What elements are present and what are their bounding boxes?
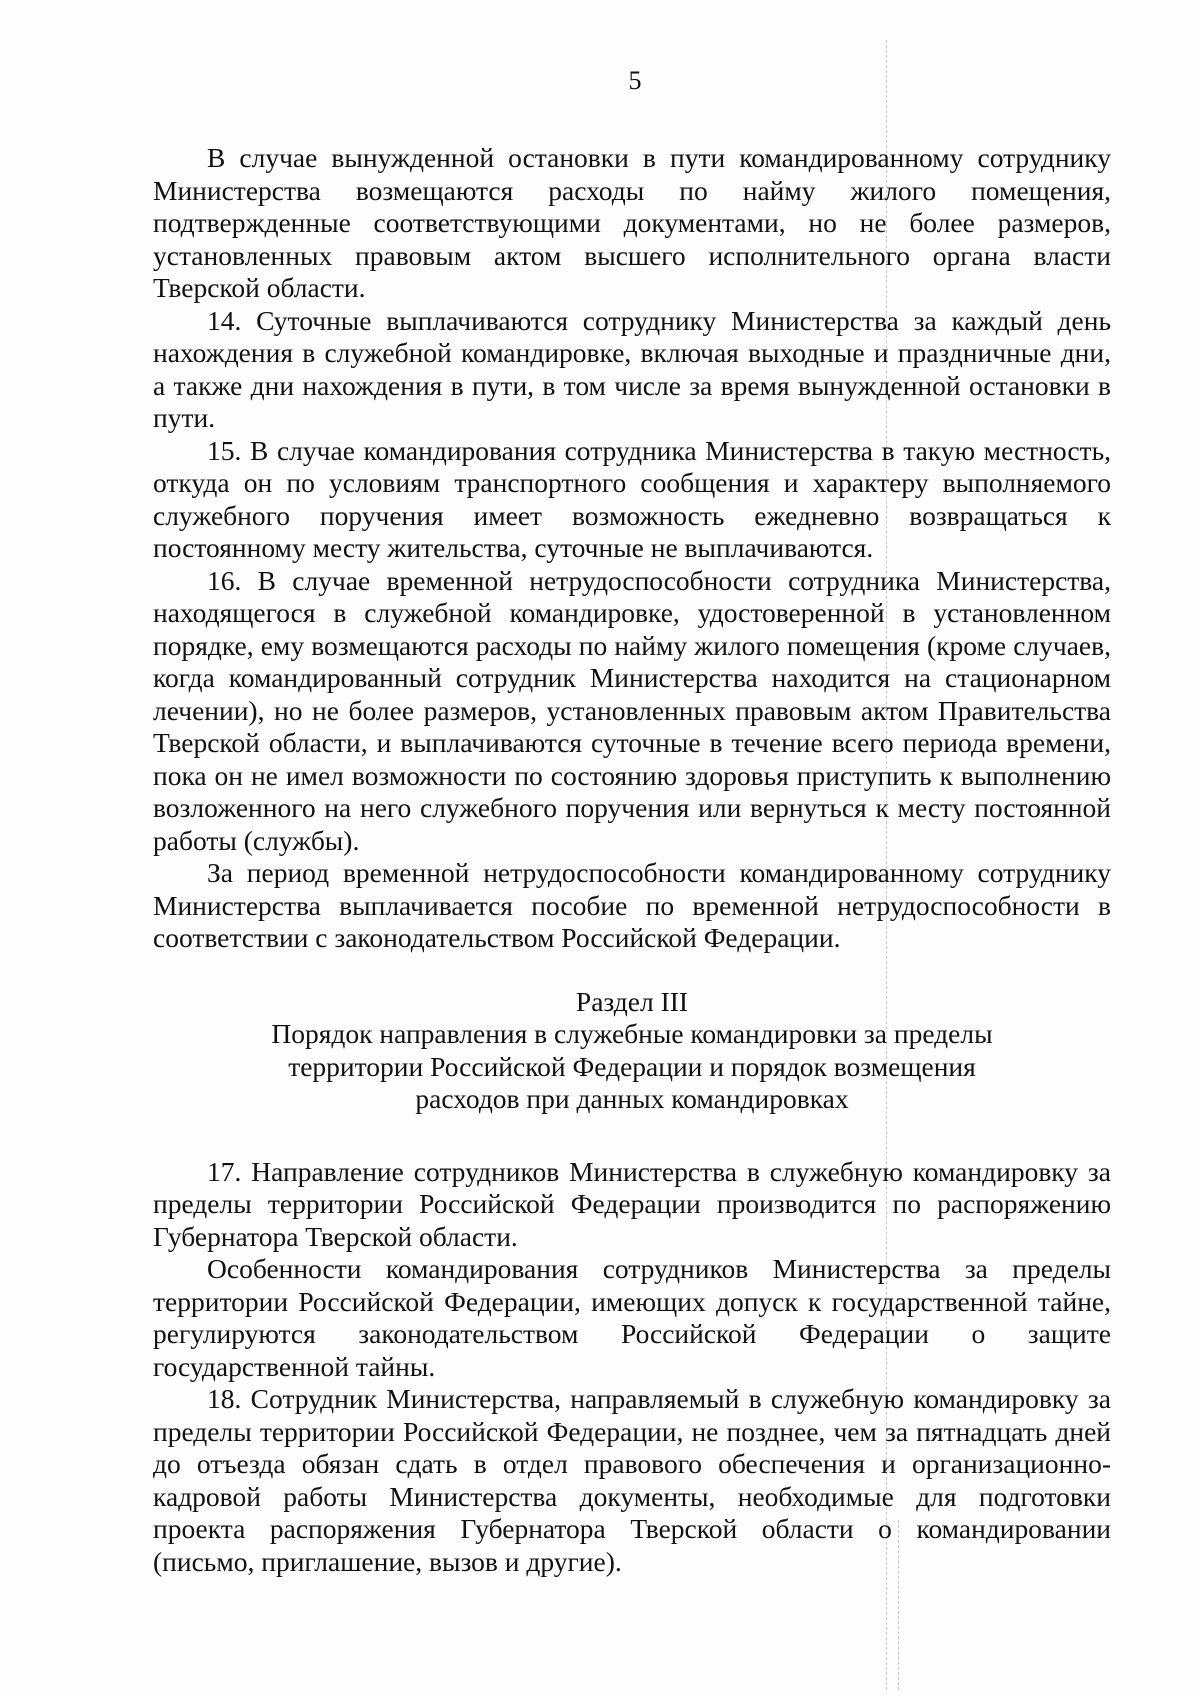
- paragraph-15: 15. В случае командирования сотрудника Министерства в такую местность, откуда он по условиям транспортного сообщения и характеру выполняемого служебного поручения имеет возможность ежедневно возвращаться к постоянному месту жительства, суточные не выплачиваются.: [153, 434, 1111, 563]
- paragraph-18: 18. Сотрудник Министерства, направляемый в служебную командировку за пределы территории Российской Федерации, не позднее, чем за пятнадцать дней до отъезда обязан сдать в отдел правового обеспечения и организационно-кадровой работы Министерства документы, необходимые для подготовки проекта распоряжения Губернатора Тверской области о командировании (письмо, приглашение, вызов и другие).: [153, 1383, 1111, 1577]
- section-title-line: расходов при данных командировках: [415, 1083, 849, 1114]
- paragraph: Особенности командирования сотрудников Министерства за пределы территории Российской Федерации, имеющих допуск к государственной тайне, регулируются законодательством Российской Федерации о защите государственной тайны.: [153, 1253, 1111, 1382]
- paragraph: В случае вынужденной остановки в пути командированному сотруднику Министерства возмещаются расходы по найму жилого помещения, подтвержденные соответствующими документами, но не более размеров, установленных правовым актом высшего исполнительного органа власти Тверской области.: [153, 142, 1111, 303]
- section-label: Раздел III: [575, 985, 689, 1017]
- section-title-line: Порядок направления в служебные командировки за пределы: [271, 1018, 993, 1049]
- paragraph-16: 16. В случае временной нетрудоспособности сотрудника Министерства, находящегося в служебной командировке, удостоверенной в установленном порядке, ему возмещаются расходы по найму жилого помещения (кроме случаев, когда командированный сотрудник Министерства находится на стационарном лечении), но не более размеров, установленных правовым актом Правительства Тверской области, и выплачиваются суточные в течение всего периода времени, пока он не имел возможности по состоянию здоровья приступить к выполнению возложенного на него служебного поручения или вернуться к месту постоянной работы (службы).: [153, 564, 1111, 856]
- paragraph-17: 17. Направление сотрудников Министерства в служебную командировку за пределы территории Российской Федерации производится по распоряжению Губернатора Тверской области.: [153, 1155, 1111, 1252]
- section-title-line: территории Российской Федерации и порядок возмещения: [288, 1050, 976, 1082]
- section-title: [153, 1018, 1111, 1116]
- paragraph: За период временной нетрудоспособности командированному сотруднику Министерства выплачивается пособие по временной нетрудоспособности в соответствии с законодательством Российской Федерации.: [153, 857, 1111, 953]
- paragraph-14: 14. Суточные выплачиваются сотруднику Министерства за каждый день нахождения в служебной командировке, включая выходные и праздничные дни, а также дни нахождения в пути, в том числе за время вынужденной остановки в пути.: [153, 304, 1111, 433]
- page-number: 5: [628, 66, 642, 95]
- document-body: [153, 142, 1111, 1578]
